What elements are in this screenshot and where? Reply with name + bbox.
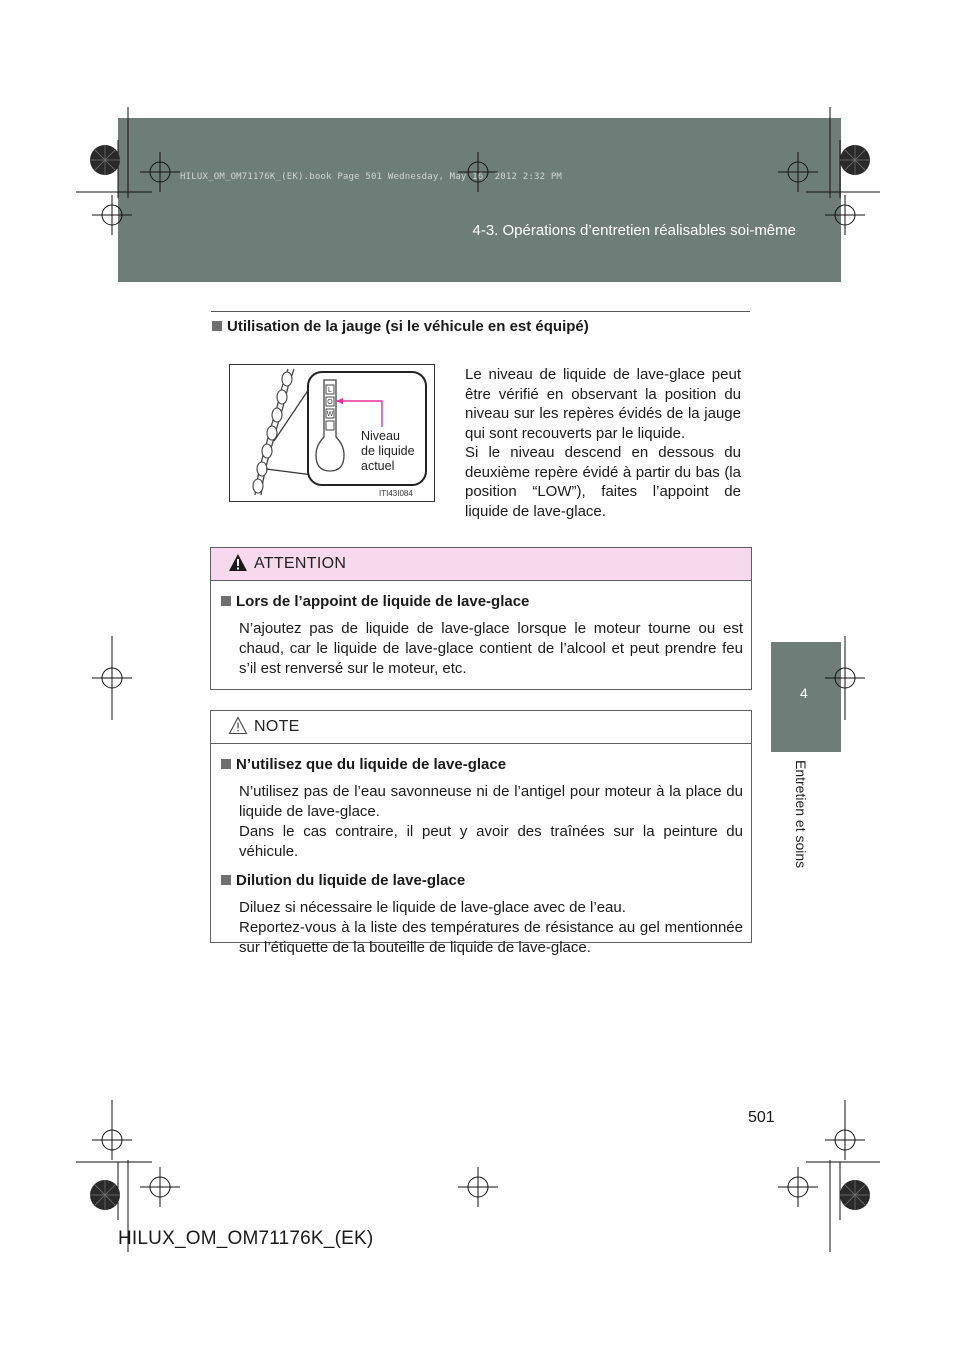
figure-code: ITI43I084 [379,489,413,498]
svg-text:L: L [328,387,332,394]
note-item-title-text: N’utilisez que du liquide de lave-glace [236,756,507,773]
attention-title: ATTENTION [254,555,347,572]
attention-item-text: N’ajoutez pas de liquide de lave-glace lorsque le moteur tourne ou est chaud, car le liquide de lave-glace contient de l’alcool et peut prendre feu s’il est renversé sur le moteur, etc. [239,620,743,677]
svg-text:W: W [326,411,334,418]
note-item-text: Reportez-vous à la liste des températures de résistance au gel mentionnée sur l’étiquette de la bouteille de liquide de lave-glace. [239,919,743,956]
note-item-text: Diluez si nécessaire le liquide de lave-glace avec de l’eau. [239,899,626,916]
note-item-title-text: Dilution du liquide de lave-glace [236,872,466,889]
header-section-title: 4-3. Opérations d’entretien réalisables soi-même [472,222,796,239]
intro-paragraph: Le niveau de liquide de lave-glace peut être vérifié en observant la position du niveau sur les repères évidés de la jauge qui sont recouverts par le liquide. [465,366,741,442]
figure-label-line: Niveau [361,429,400,443]
attention-item-title-text: Lors de l’appoint de liquide de lave-glace [236,593,530,610]
chapter-number: 4 [800,685,808,701]
intro-paragraph: Si le niveau descend en dessous du deuxième repère évidé à partir du bas (la position “LOW”), faites l’appoint de liquide de lave-glace. [465,444,741,520]
svg-text:O: O [327,399,333,406]
figure-label-line: de liquide [361,444,415,458]
note-item-text: Dans le cas contraire, il peut y avoir des traînées sur la peinture du véhicule. [239,823,743,860]
figure-label-line: actuel [361,459,395,473]
page-number: 501 [748,1109,775,1126]
book-info-stamp: HILUX_OM_OM71176K_(EK).book Page 501 Wednesday, May 16, 2012 2:32 PM [180,172,563,182]
note-item-text: N’utilisez pas de l’eau savonneuse ni de l’antigel pour moteur à la place du liquide de lave-glace. [239,783,743,820]
document-code: HILUX_OM_OM71176K_(EK) [118,1228,374,1249]
chapter-label-text: Entretien et soins [793,760,809,869]
section-title-text: Utilisation de la jauge (si le véhicule en est équipé) [227,318,589,335]
note-title: NOTE [254,718,300,735]
